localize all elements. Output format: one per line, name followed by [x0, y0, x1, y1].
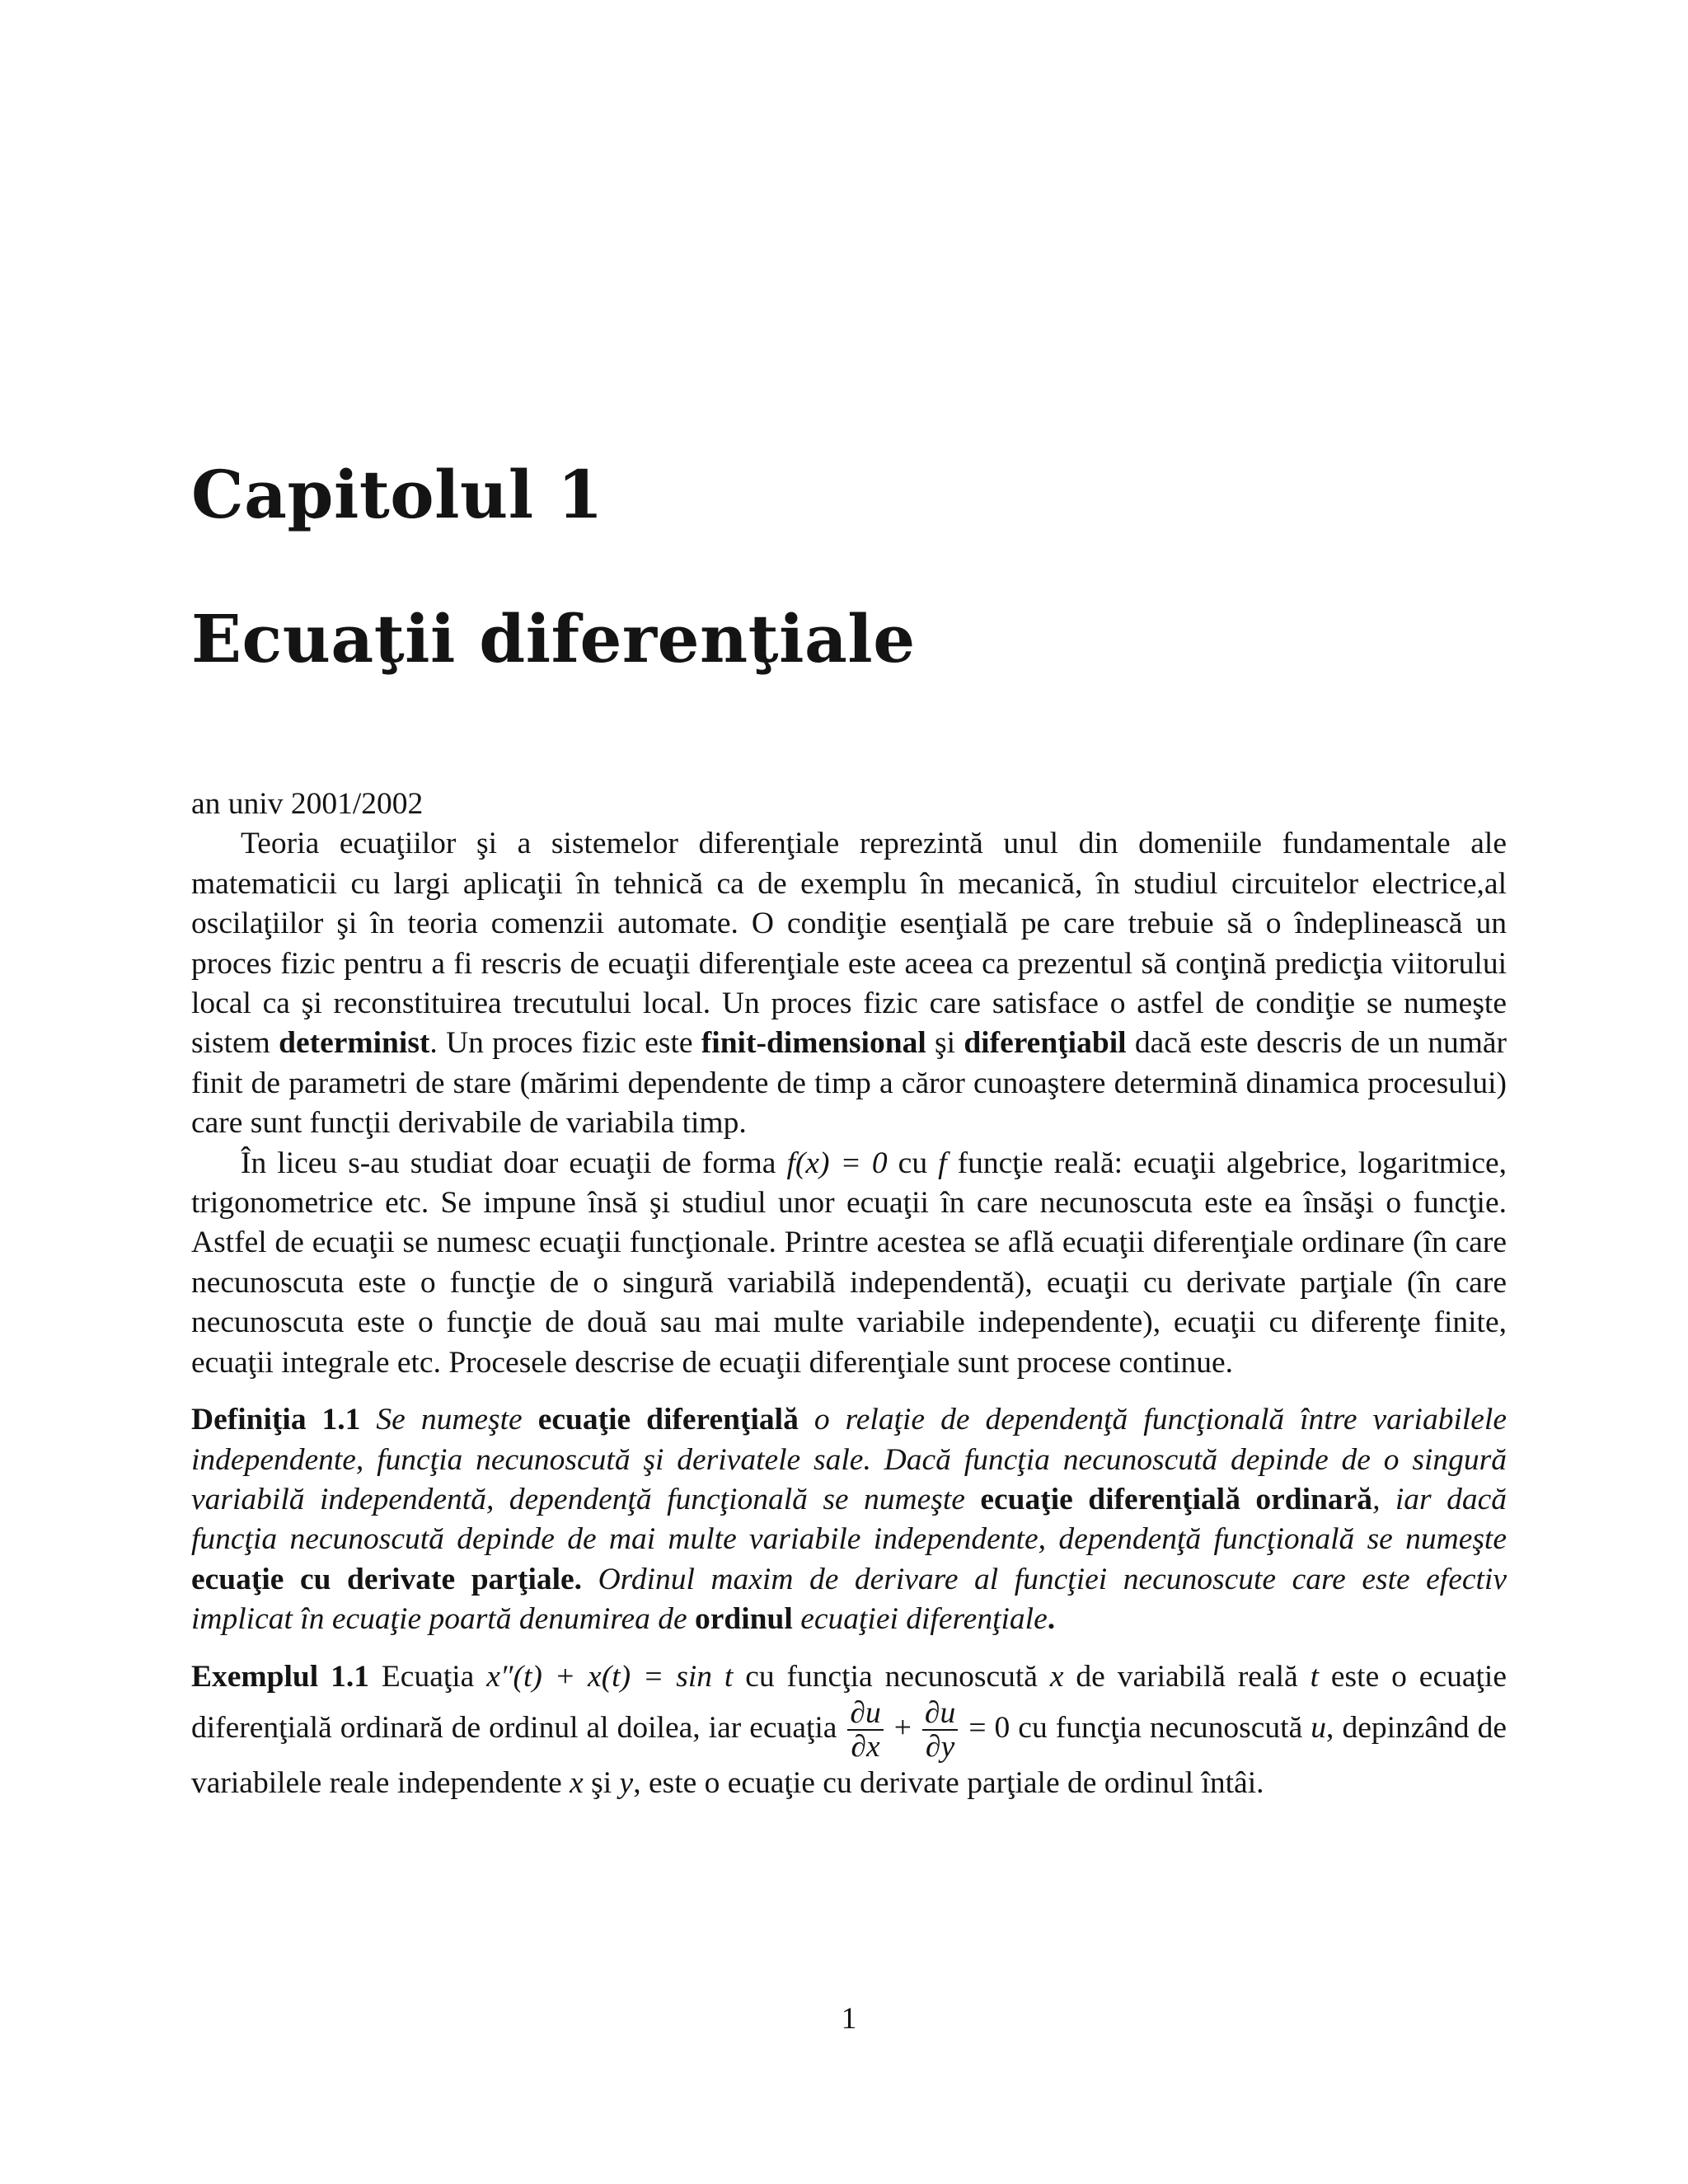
academic-year-line: an univ 2001/2002: [191, 787, 424, 821]
term-determinist: determinist: [279, 1026, 430, 1061]
example-1-1: Exemplul 1.1 Ecuaţia x″(t) + x(t) = sin t cu funcţia necunoscută x de variabilă reală t este o ecuaţie diferenţială ordinară de ordinul al doilea, iar ecuaţia $\frac{\partial u}{\partial x}$ + $\frac{\partial u}{\partial y}$ = 0 cu funcţia necunoscută u, depinzând de variabilele reale independente x şi y, este o ecuaţie cu derivate parţiale de ordinul întâi.: [191, 1659, 1507, 1800]
intro-paragraph-1: Teoria ecuaţiilor şi a sistemelor diferenţiale reprezintă unul din domeniile fundamentale ale matematicii cu largi aplicaţii în tehnică ca de exemplu în mecanică, în studiul circuitelor electrice,al oscilaţiilor şi în teoria comenzii automate. O condiţie esenţială pe care trebuie să o îndeplinească un proces fizic pentru a fi rescris de ecuaţii diferenţiale este aceea ca prezentul să conţină predicţia viitorului local ca şi reconstituirea trecutului local. Un proces fizic care satisface o astfel de condiţie se numeşte sistem determinist. Un proces fizic este finit-dimensional şi diferenţiabil dacă este descris de un număr finit de parametri de stare (mărimi dependente de timp a căror cunoaştere determină dinamica procesului) care sunt funcţii derivabile de variabila timp.: [191, 827, 1507, 1141]
chapter-label: Capitolul 1: [191, 456, 604, 533]
term-finit-dimensional: finit-dimensional: [701, 1026, 926, 1061]
fraction-du-dx: $\frac{\partial u}{\partial x}$: [847, 1697, 883, 1764]
page-number: 1: [841, 2002, 857, 2036]
body-text: [191, 785, 1507, 1803]
document-page: [191, 0, 1507, 2184]
term-diferentiabil: diferenţiabil: [964, 1026, 1127, 1061]
inline-math-f: f: [938, 1146, 947, 1180]
definition-label: Definiţia 1.1: [191, 1403, 361, 1437]
inline-math-ode: x″(t) + x(t) = sin t: [486, 1659, 734, 1694]
definition-1-1: Definiţia 1.1 Se numeşte ecuaţie diferenţială o relaţie de dependenţă funcţională între variabilele independente, funcţia necunoscută şi derivatele sale. Dacă funcţia necunoscută depinde de o singură variabilă independentă, dependenţă funcţională se numeşte ecuaţie diferenţială ordinară, iar dacă funcţia necunoscută depinde de mai multe variabile independente, dependenţă funcţională se numeşte ecuaţie cu derivate parţiale. Ordinul maxim de derivare al funcţiei necunoscute care este efectiv implicat în ecuaţie poartă denumirea de ordinul ecuaţiei diferenţiale.: [191, 1403, 1507, 1637]
inline-math-fx-zero: f(x) = 0: [786, 1146, 888, 1180]
example-label: Exemplul 1.1: [191, 1659, 369, 1694]
chapter-title: Ecuaţii diferenţiale: [191, 600, 916, 677]
intro-paragraph-2: În liceu s-au studiat doar ecuaţii de forma f(x) = 0 cu f funcţie reală: ecuaţii algebrice, logaritmice, trigonometrice etc. Se impune însă şi studiul unor ecuaţii în care necunoscuta este ea însăşi o funcţie. Astfel de ecuaţii se numesc ecuaţii funcţionale. Printre acestea se află ecuaţii diferenţiale ordinare (în care necunoscuta este o funcţie de o singură variabilă independentă), ecuaţii cu derivate parţiale (în care necunoscuta este o funcţie de două sau mai multe variabile independente), ecuaţii cu diferenţe finite, ecuaţii integrale etc. Procesele descrise de ecuaţii diferenţiale sunt procese continue.: [191, 1146, 1507, 1380]
fraction-du-dy: $\frac{\partial u}{\partial y}$: [922, 1697, 958, 1764]
